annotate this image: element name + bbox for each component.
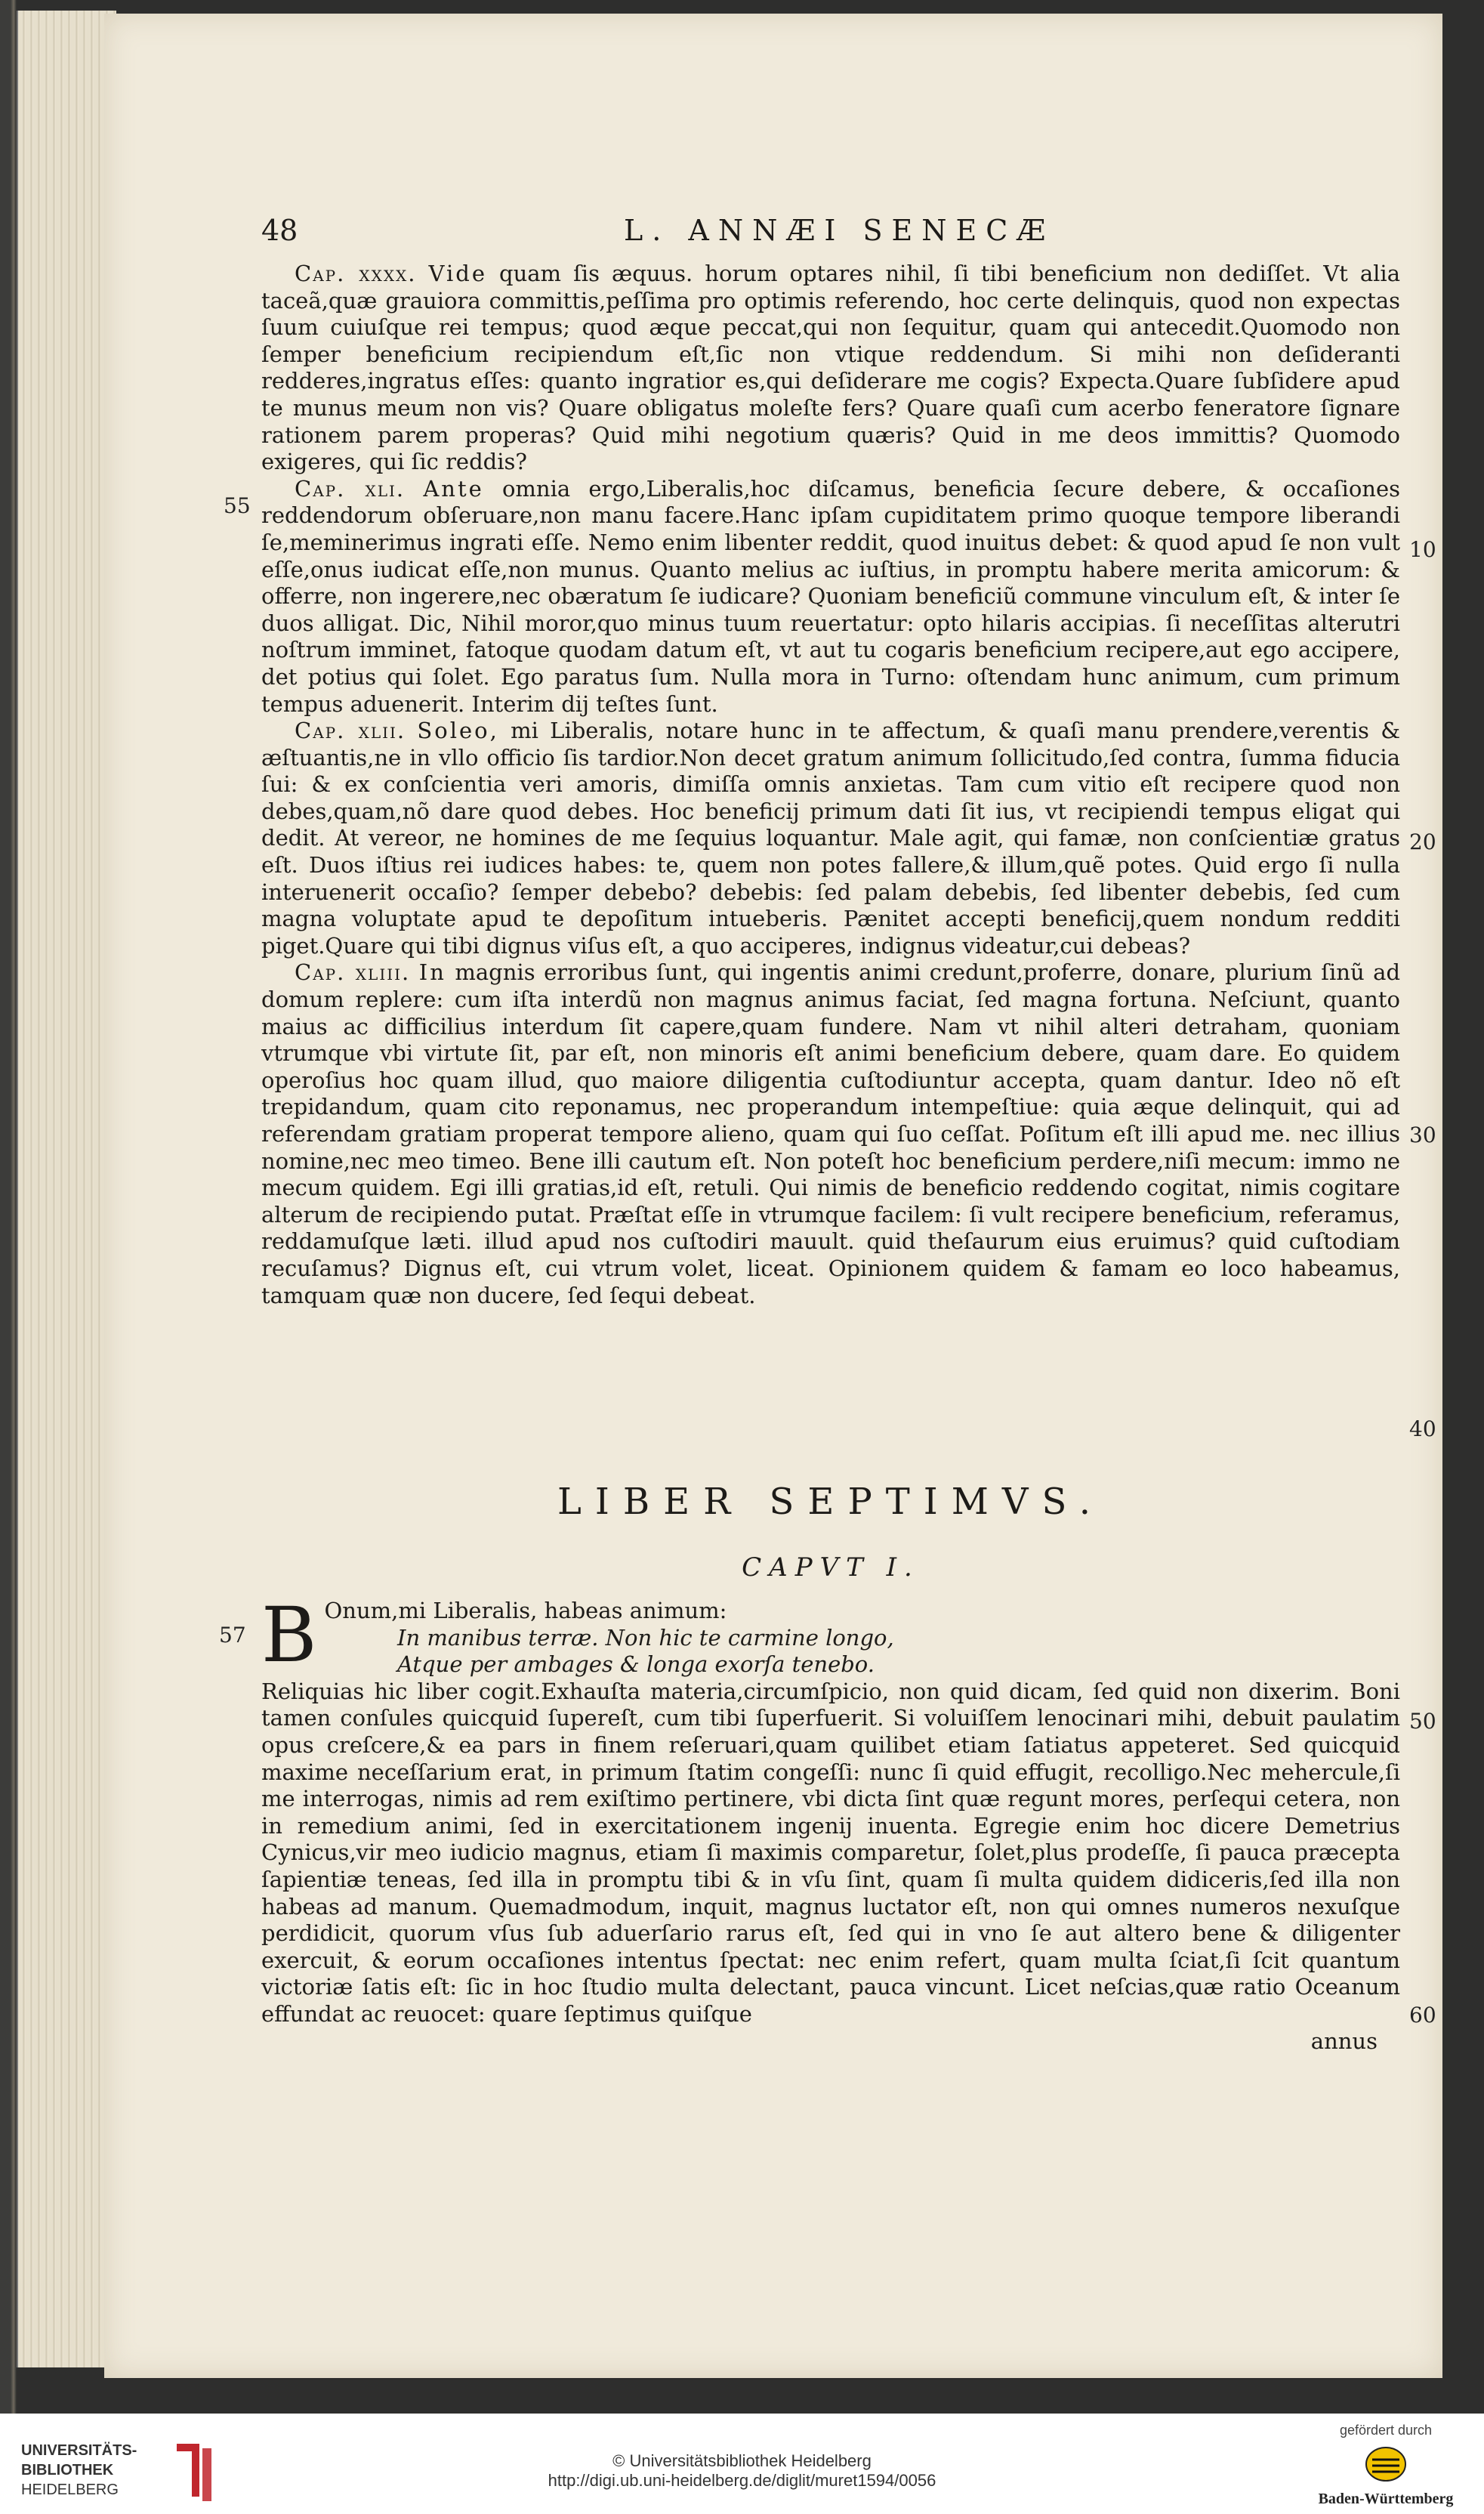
library-name-line: BIBLIOTHEK [21, 2462, 114, 2478]
chapter-lead-word: In [418, 959, 446, 986]
opening-line: Onum,mi Liberalis, habeas animum: [324, 1598, 727, 1623]
verse-line: Atque per ambages & longa exorſa tenebo. [397, 1651, 875, 1678]
library-name-line: UNIVERSITÄTS- [21, 2442, 137, 2459]
book-title: LIBER SEPTIMVS. [557, 1481, 1104, 1523]
chapter-text: omnia ergo,Liberalis,hoc diſcamus, beneficia ſecure debere, & occaſiones reddendorum obſeruare,non manu facere.Hanc ipſam cupiditatem primo quoque tempore liberandi ſe,meminerimus ingrati eſſe. Nemo enim libenter reddit, quod inuitus debet: & quod apud ſe non vult eſſe,onus iudicat eſſe,non munus. Quanto melius ac iuſtius, in promptu habere merita amicorum: & offerre, non ingerere,nec obæratum ſe iudicare? Quoniam beneficiũ commune vinculum eſt, & inter ſe duos alligat. Dic, Nihil moror,quo minus tuum reuertatur: opto hilaris accipias. ſi neceſſitas alterutri noſtrum imminet, fatoque quodam datum eſt, vt aut tu cogaris beneficium recipere,aut ego accipere, det potius qui ſolet. Ego paratus ſum. Nulla mora in Turno: oſtendam hunc animum, cum primum tempus aduenerit. Interim dij teſtes ſunt. [261, 475, 1401, 717]
margin-line-number: 40 [1409, 1416, 1436, 1441]
chapter-paragraph [261, 476, 1400, 718]
chapter-heading: CAPVT I. [742, 1552, 920, 1583]
drop-cap: B [261, 1591, 317, 1679]
margin-note-left: 55 [224, 493, 251, 518]
sponsor-name: Baden-Württemberg [1318, 2491, 1454, 2507]
chapter-paragraph [261, 261, 1400, 476]
chapter-paragraph [261, 959, 1400, 1309]
book-six-text [261, 261, 1400, 1309]
copyright-block [0, 2451, 1484, 2491]
sponsor-label: gefördert durch [1339, 2423, 1433, 2438]
chapter-label: Cap. xliii. [295, 959, 411, 986]
chapter-label: Cap. xxxx. [295, 261, 417, 286]
chapter-label: Cap. xli. [295, 475, 406, 502]
chapter-paragraph [261, 718, 1400, 959]
margin-line-number: 50 [1409, 1709, 1436, 1734]
page-stack-edge [17, 11, 116, 2367]
library-name-line: HEIDELBERG [21, 2482, 119, 2498]
state-seal-icon [1365, 2443, 1407, 2485]
margin-line-number: 60 [1409, 2003, 1436, 2028]
chapter-text: mi Liberalis, notare hunc in te affectum, & quaſi manu prendere,verentis & æſtuantis,ne in vllo officio ſis tardior.Non decet gratum animum ſollicitudo,ſed contra, ſumma fiducia ſui: & ex conſcientia veri amoris, dimiſſa omnis anxietas. Tam cum vitio eſt recipere quod non debes,quam,nõ dare quod debes. Hoc beneficij primum dati ſit ius, vt recipiendi tempus eligat qui dedit. At vereor, ne homines de me ſequius loquantur. Male agit, qui famæ, non conſcientiæ gratus eſt. Duos iſtius rei iudices habes: te, quem non potes fallere,& illum,quẽ potes. Quid ergo ſi nulla interuenerit occaſio? ſemper debebo? debebis: ſed palam debebis, ſed libenter debebis, ſed cum magna voluptate apud te depoſitum intueberis. Pænitet accepti beneficij,quem nondum redditi piget.Quare qui tibi dignus viſus eſt, a quo acciperes, indignus videatur,cui debeas? [261, 718, 1401, 959]
running-head: L. ANNÆI SENECÆ [624, 214, 1055, 247]
chapter-text: quam ſis æquus. horum optares nihil, ſi tibi beneficium non dediſſet. Vt alia taceã,quæ grauiora committis,peſſima pro optimis referendo, hoc certe delinquis, quod non expectas ſuum cuiuſque rei tempus; quod æque peccat,qui non ſequitur, quam qui antecedit.Quomodo non ſemper beneficium recipiendum eſt,ſic non vtique reddendum. Si mihi non deſideranti redderes,ingratus eſſes: quanto ingratior es,qui deſiderare me cogis? Expecta.Quare ſubſidere apud te munus meum non vis? Quare obligatus moleſte fers? Quare quaſi cum acerbo feneratore ſignare rationem parem properas? Quid mihi negotium quæris? Quid in me deos immittis? Quomodo exigeres, qui ſic reddis? [261, 261, 1400, 475]
catchword: annus [1310, 2028, 1378, 2054]
sponsor-block[interactable] [1310, 2423, 1461, 2508]
chapter-lead-word: Vide [428, 261, 487, 286]
page-header [261, 214, 1394, 259]
chapter-text: Reliquias hic liber cogit.Exhauſta materia,circumſpicio, non quid dicam, ſed quid non dixerim. Boni tamen conſules quicquid ſupereſt, cum tibi ſuperfuerit. Si voluiſſem lenocinari mihi, debuit paulatim opus creſcere,& ea pars in finem reſeruari,quam quilibet etiam ſatiatus appeteret. Sed quicquid maxime neceſſarium erat, in primum ſtatim congeſſi: nunc ſi quid effugit, recolligo.Nec mehercule,ſi me interrogas, nimis ad rem exiſtimo pertinere, vbi dicta ſint quæ regunt mores, perſequi cetera, non in remedium animi, ſed in exercitationem ingenij inuenta. Egregie enim hoc dicere Demetrius Cynicus,vir meo iudicio magnus, etiam ſi maximis comparetur, ſolet,plus prodeſſe, ſi pauca præcepta ſapientiæ teneas, ſed illa in promptu tibi & in vſu ſint, quam ſi multa quidem didiceris,ſed illa non habeas ad manum. Quemadmodum, inquit, magnus luctator eſt, non qui omnes numeros nexuſque perdidicit, quorum vſus ſub aduerſario rarus eſt, ſed qui in vno ſe aut altero bene & diligenter exercuit, & eorum occaſiones intentus ſpectat: nec enim refert, quam multa ſciat,ſi ſcit quantum victoriæ ſatis eſt: ſic in hoc ſtudio multa delectant, pauca vincunt. Licet neſcias,quæ ratio Oceanum effundat ac reuocet: quare ſeptimus quiſque [261, 1678, 1400, 2027]
verse-line: In manibus terræ. Non hic te carmine longo, [397, 1624, 894, 1651]
margin-line-number: 10 [1409, 537, 1436, 562]
margin-line-number: 30 [1409, 1123, 1436, 1147]
chapter-text: magnis erroribus ſunt, qui ingentis animi credunt,proferre, donare, plurium ſinũ ad domum replere: cum iſta interdũ non magnus animus faciat, ſed magna fortuna. Neſciunt, quanto maius ac difficilius interdum ſit capere,quam fundere. Nam vt nihil alteri detraham, quoniam vtrumque vbi virtute ſit, par eſt, non minoris eſt animi beneficium debere, quam dare. Eo quidem operoſius hoc quam illud, quo maiore diligentia cuſtodiuntur accepta, quam dantur. Ideo nõ eſt trepidandum, quam cito reponamus, nec properandum intempeſtiue: quia æque delinquit, qui ad referendam gratiam properat tempore alieno, quam qui ſuo ceſſat. Poſitum eſt illi apud me. nec illius nomine,nec meo timeo. Bene illi cautum eſt. Non poteſt hoc beneficium perdere,niſi mecum: immo ne mecum quidem. Egi illi gratias,id eſt, retuli. Qui nimis de beneficio reddendo cogitat, nimis cogitare alterum de recipiendo putat. Præſtat eſſe in vtrumque facilem: ſi vult recipere beneficium, referamus, reddamuſque læti. illud apud nos cuſtodiri mauult. quid theſaurum eius eruimus? quid cuſtodiam recuſamus? Dignus eſt, cui vtrum volet, liceat. Opinionem quidem & famam eo loco habeamus, tamquam quæ non ducere, ſed ſequi debeat. [261, 959, 1401, 1308]
viewer-footer [0, 2414, 1484, 2514]
chapter-lead-word: Soleo, [417, 718, 499, 744]
book-seven-text [261, 1591, 1400, 2055]
copyright-text: © Universitätsbibliothek Heidelberg [612, 2451, 872, 2470]
page-number: 48 [261, 214, 298, 247]
margin-line-number: 20 [1409, 829, 1436, 854]
chapter-label: Cap. xlii. [295, 718, 406, 744]
margin-note-left: 57 [219, 1623, 246, 1648]
chapter-lead-word: Ante [423, 475, 484, 502]
permalink[interactable]: http://digi.ub.uni-heidelberg.de/diglit/muret1594/0056 [548, 2471, 936, 2490]
